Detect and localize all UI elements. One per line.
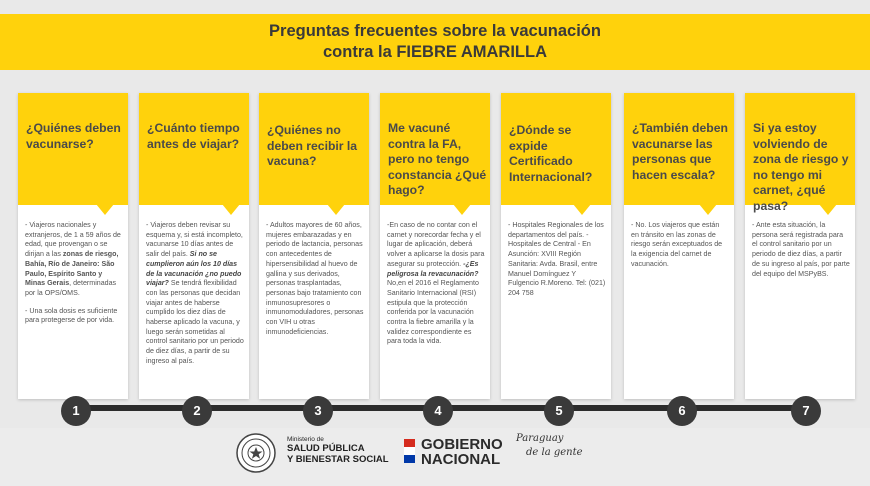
card-notch [327,204,345,215]
faq-card [745,93,855,399]
step-number: 1 [61,396,91,426]
ministry-seal-icon [236,433,276,473]
card-question: Si ya estoy volviendo de zona de riesgo y no tengo mi carnet, ¿qué pasa? [753,121,849,213]
answer-text: - Viajeros deben revisar su esquema y, si está incompleto, vacunarse 10 días antes de salir del país. [146,221,243,259]
answer-text: - Viajeros nacionales y extranjeros, de 1 a 59 años de edad, que provengan o se dirijan a las [25,221,121,259]
card-question: ¿También deben vacunarse las personas que hacen escala? [632,121,728,182]
card-answer [266,221,364,345]
card-question: ¿Cuánto tiempo antes de viajar? [147,121,240,151]
card-answer [631,221,729,278]
ministry-line-1: SALUD PÚBLICA [287,443,365,454]
answer-paragraph [631,221,729,270]
card-notch [222,204,240,215]
card-answer [752,221,850,287]
answer-subquestion: -¿Es peligrosa la revacunación? [387,259,479,278]
answer-text: No,en el 2016 el Reglamento Sanitario Internacional (RSI) estipula que la protección conferida por la vacunación contra la fiebre amarilla y la validez correspondiente es para toda la vida. [387,279,479,346]
card-question: ¿Dónde se expide Certificado Internacional? [509,123,593,184]
step-number: 2 [182,396,212,426]
answer-text: , determinadas por la OPS/OMS. [25,279,117,297]
step-number: 7 [791,396,821,426]
answer-paragraph [25,221,123,299]
card-answer [508,221,606,307]
card-answer [146,221,244,375]
card-question: Me vacuné contra la FA, pero no tengo constancia ¿Qué hago? [388,121,487,197]
answer-paragraph [752,221,850,279]
answer-paragraph [508,221,606,299]
card-question: ¿Quiénes deben vacunarse? [26,121,121,151]
answer-subquestion: Si no se cumplieron aún los 10 días de la vacunación ¿no puedo viajar? [146,250,242,288]
faq-card [18,93,128,399]
step-number: 5 [544,396,574,426]
page-title [0,14,870,70]
card-notch [453,204,471,215]
card-answer [25,221,123,334]
answer-text: -En caso de no contar con el carnet y norecordar fecha y el lugar de aplicación, deberá volver a aplicarse la dosis para asegurar su protección. [387,221,485,268]
faq-card [259,93,369,399]
answer-paragraph [146,221,244,367]
ministry-logo-text [287,436,397,465]
card-question: ¿Quiénes no deben recibir la vacuna? [267,123,358,168]
faq-card [139,93,249,399]
card-answer [387,221,485,355]
step-number: 6 [667,396,697,426]
faq-card [380,93,490,399]
gobierno-nacional-logo [421,437,503,467]
script-line-1: Paraguay [516,433,564,444]
answer-paragraph [266,221,364,337]
faq-card [624,93,734,399]
title-line-2: contra la FIEBRE AMARILLA [323,43,547,61]
card-notch [699,204,717,215]
answer-paragraph [387,221,485,347]
card-notch [96,204,114,215]
gobierno-line-2: NACIONAL [421,451,501,468]
answer-text: - Una sola dosis es suficiente para protegerse de por vida. [25,306,118,325]
answer-paragraph [25,307,123,326]
answer-text: - Ante esta situación, la persona será registrada para el control sanitario por un periodo de diez días, a partir de su ingreso al país, por parte del equipo del MSPyBS. [752,221,850,278]
flag-icon [404,439,415,463]
step-number: 4 [423,396,453,426]
answer-text: Se tendrá flexibilidad con las personas que decidan viajar antes de haberse cumplido los diez días de haberse aplicado la vacuna, y luego serán sometidas al control sanitario por un periodo de diez días, a partir de su ingreso al país. [146,279,244,365]
ministry-line-2: Y BIENESTAR SOCIAL [287,453,389,465]
answer-text: - Hospitales Regionales de los departamentos del país. - Hospitales de Central - En Asunción: XVIII Región Sanitaria: Avda. Brasil, entre Manuel Domínguez Y Fulgencio R.Moreno. Tel: (021) 204 758 [508,221,606,297]
answer-text: zonas de riesgo, Bahía, Río de Janeiro: São Paulo, Espírito Santo y Minas Gerais [25,250,119,288]
ministry-small: Ministerio de [287,436,324,443]
faq-card [501,93,611,399]
step-number: 3 [303,396,333,426]
paraguay-de-la-gente-logo [516,432,583,460]
card-notch [573,204,591,215]
script-line-2: de la gente [526,447,583,458]
answer-text: - No. Los viajeros que están en tránsito en las zonas de riesgo serán exceptuados de la exigencia del carnet de vacunación. [631,221,723,268]
gobierno-line-1: GOBIERNO [421,436,503,453]
answer-text: - Adultos mayores de 60 años, mujeres embarazadas y en periodo de lactancia, personas con antecedentes de hipersensibilidad al huevo de gallina y sus derivados, personas trasplantadas, personas bajo tratamiento con inmunosupresores o inmunomoduladores, personas con VIH u otras inmunodeficiencias. [266,221,364,336]
title-line-1: Preguntas frecuentes sobre la vacunación [269,22,601,40]
